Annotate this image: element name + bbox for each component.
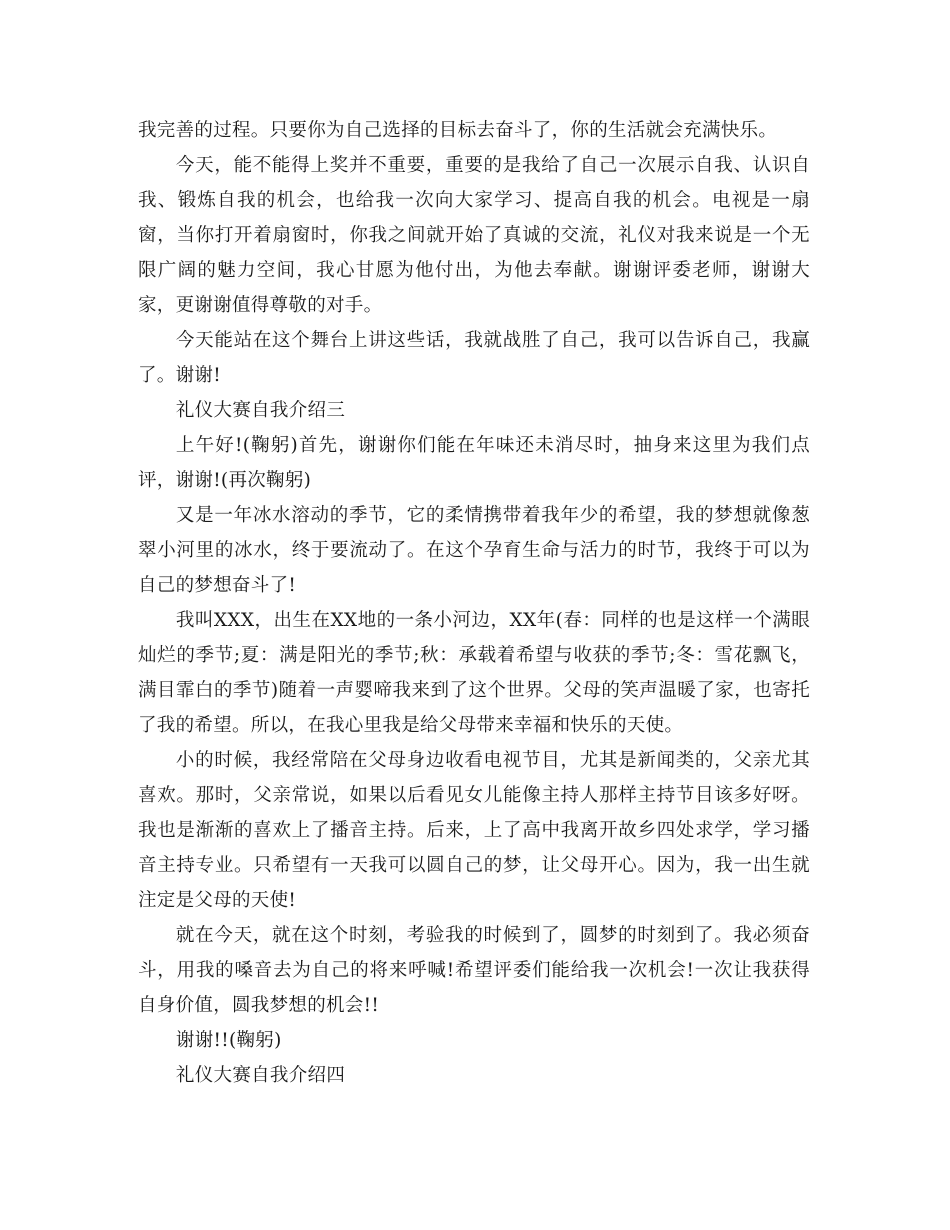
section-heading: 礼仪大赛自我介绍三: [175, 400, 346, 421]
paragraph: 上午好!(鞠躬)首先，谢谢你们能在年味还未消尽时，抽身来这里为我们点评，谢谢!(再次鞠躬): [138, 435, 810, 491]
paragraph: 今天，能不能得上奖并不重要，重要的是我给了自己一次展示自我、认识自我、锻炼自我的机会，也给我一次向大家学习、提高自我的机会。电视是一扇窗，当你打开着扇窗时，你我之间就开始了真诚的交流，礼仪对我来说是一个无限广阔的魅力空间，我心甘愿为他付出，为他去奉献。谢谢评委老师，谢谢大家，更谢谢值得尊敬的对手。: [138, 155, 810, 316]
paragraph: 我完善的过程。只要你为自己选择的目标去奋斗了，你的生活就会充满快乐。: [138, 120, 778, 141]
document-body: [138, 113, 810, 1093]
paragraph: 今天能站在这个舞台上讲这些话，我就战胜了自己，我可以告诉自己，我赢了。谢谢!: [138, 330, 810, 386]
paragraph: 小的时候，我经常陪在父母身边收看电视节目，尤其是新闻类的，父亲尤其喜欢。那时，父亲常说，如果以后看见女儿能像主持人那样主持节目该多好呀。我也是渐渐的喜欢上了播音主持。后来，上了高中我离开故乡四处求学，学习播音主持专业。只希望有一天我可以圆自己的梦，让父母开心。因为，我一出生就注定是父母的天使!: [138, 750, 810, 911]
section-heading: 礼仪大赛自我介绍四: [175, 1065, 346, 1086]
paragraph: 就在今天，就在这个时刻，考验我的时候到了，圆梦的时刻到了。我必须奋斗，用我的嗓音去为自己的将来呼喊!希望评委们能给我一次机会!一次让我获得自身价值，圆我梦想的机会!!: [138, 925, 810, 1016]
paragraph: 又是一年冰水溶动的季节，它的柔情携带着我年少的希望，我的梦想就像葱翠小河里的冰水，终于要流动了。在这个孕育生命与活力的时节，我终于可以为自己的梦想奋斗了!: [138, 505, 810, 596]
paragraph: 谢谢!!(鞠躬): [175, 1030, 282, 1051]
paragraph: 我叫XXX，出生在XX地的一条小河边，XX年(春：同样的也是这样一个满眼灿烂的季节;夏：满是阳光的季节;秋：承载着希望与收获的季节;冬：雪花飘飞，满目霏白的季节)随着一声婴啼我来到了这个世界。父母的笑声温暖了家，也寄托了我的希望。所以，在我心里我是给父母带来幸福和快乐的天使。: [138, 610, 810, 736]
